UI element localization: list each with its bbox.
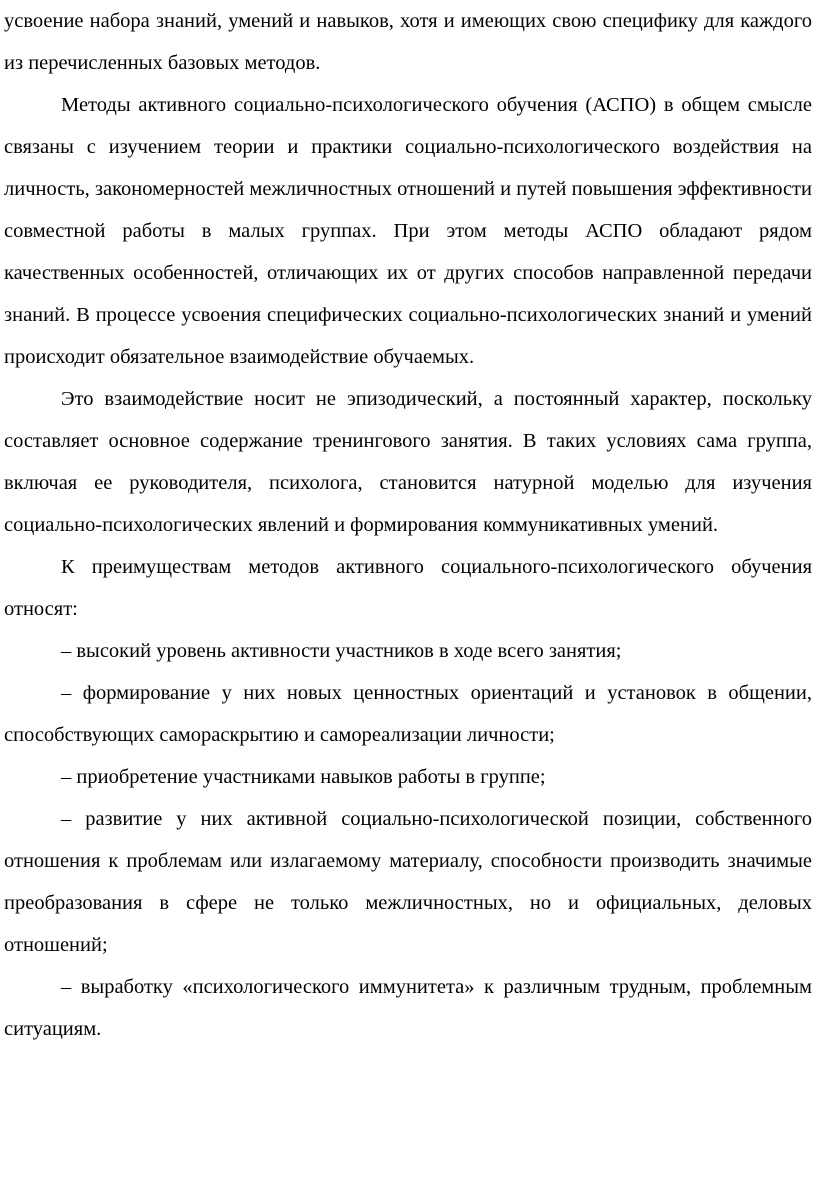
list-item-values: – формирование у них новых ценностных ориентаций и установок в общении, способствующих самораскрытию и самореализации личности; <box>4 682 812 746</box>
paragraph-aspo-methods: Методы активного социально-психологического обучения (АСПО) в общем смысле связаны с изучением теории и практики социально-психологического воздействия на личность, закономерностей межличностных отношений и путей повышения эффективности совместной работы в малых группах. При этом методы АСПО обладают рядом качественных особенностей, отличающих их от других способов направленной передачи знаний. В процессе усвоения специфических социально-психологических знаний и умений происходит обязательное взаимодействие обучаемых. <box>4 94 812 368</box>
paragraph-continuation: усвоение набора знаний, умений и навыков, хотя и имеющих свою специфику для каждого из перечисленных базовых методов. <box>4 10 812 74</box>
list-item-activity: – высокий уровень активности участников в ходе всего занятия; <box>61 640 622 662</box>
paragraph-interaction: Это взаимодействие носит не эпизодический, а постоянный характер, поскольку составляет основное содержание тренингового занятия. В таких условиях сама группа, включая ее руководителя, психолога, становится натурной моделью для изучения социально-психологических явлений и формирования коммуникативных умений. <box>4 388 812 536</box>
list-item-position: – развитие у них активной социально-психологической позиции, собственного отношения к проблемам или излагаемому материалу, способности производить значимые преобразования в сфере не только межличностных, но и официальных, деловых отношений; <box>4 808 812 956</box>
document-body <box>4 0 812 1050</box>
list-item-immunity: – выработку «психологического иммунитета» к различным трудным, проблемным ситуациям. <box>4 976 812 1040</box>
paragraph-advantages-intro: К преимуществам методов активного социального-психологического обучения относят: <box>4 556 812 620</box>
list-item-group-skills: – приобретение участниками навыков работы в группе; <box>61 766 546 788</box>
